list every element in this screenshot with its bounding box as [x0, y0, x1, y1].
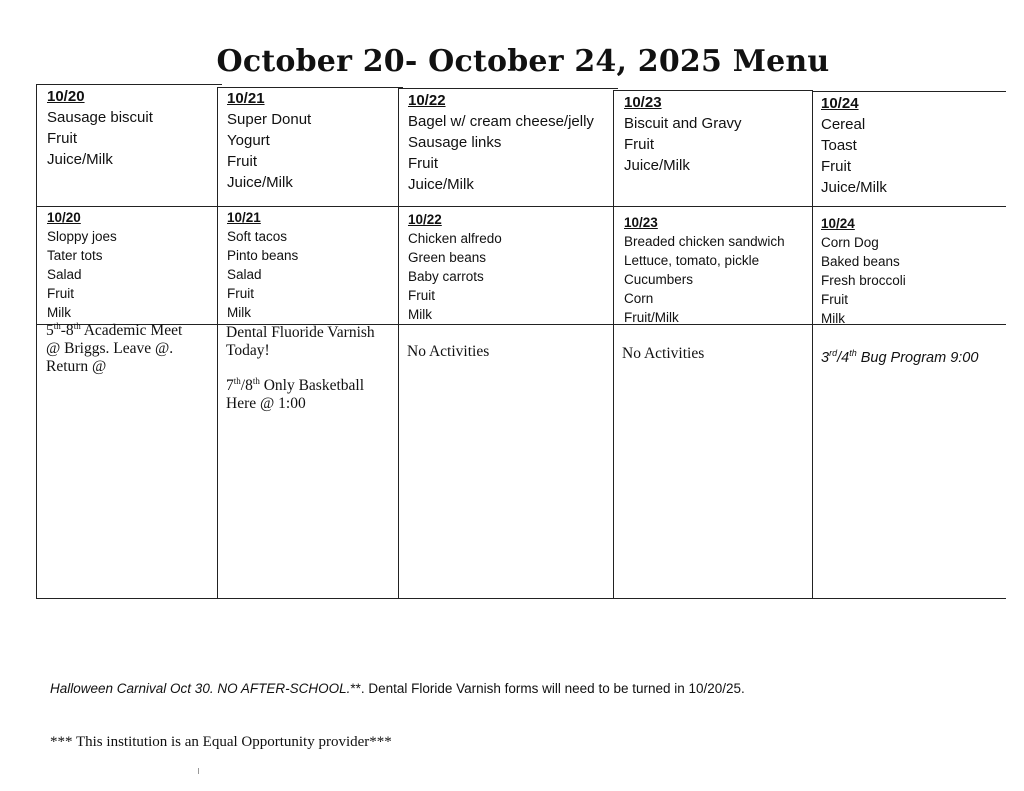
breakfast-item: Fruit [408, 155, 438, 172]
equal-opportunity-statement: *** This institution is an Equal Opportunity provider*** [50, 734, 392, 750]
activity-superscript: rd [829, 348, 838, 359]
column-divider-3 [613, 90, 614, 599]
breakfast-item: Sausage links [408, 134, 502, 151]
activity-text: /4 [837, 350, 850, 366]
breakfast-item: Biscuit and Gravy [624, 115, 742, 132]
lunch-item: Salad [47, 267, 82, 282]
footer-note [50, 681, 745, 696]
lunch-item: Fresh broccoli [821, 273, 906, 288]
activity-line: No Activities [622, 345, 705, 362]
table-top-border-4 [613, 90, 813, 91]
lunch-item: Sloppy joes [47, 229, 117, 244]
lunch-item: Chicken alfredo [408, 231, 502, 246]
lunch-item: Corn [624, 291, 654, 306]
lunch-item: Milk [408, 307, 432, 322]
activity-text: 3 [821, 350, 830, 366]
lunch-cell-1022 [408, 210, 502, 324]
table-left-border [36, 84, 37, 599]
activity-text: Only Basketball [259, 377, 365, 394]
column-divider-2 [398, 88, 399, 599]
breakfast-cell-1020 [47, 86, 153, 170]
menu-table [36, 84, 1024, 604]
row-divider-breakfast [36, 206, 1006, 207]
breakfast-item: Bagel w/ cream cheese/jelly [408, 113, 594, 130]
activity-line [46, 322, 182, 340]
activity-text: Academic Meet [80, 322, 183, 339]
lunch-item: Soft tacos [227, 229, 288, 244]
breakfast-item: Juice/Milk [821, 179, 887, 196]
lunch-item: Lettuce, tomato, pickle [624, 253, 760, 268]
activity-line: Here @ 1:00 [226, 395, 306, 412]
activity-line [821, 349, 978, 367]
breakfast-item: Sausage biscuit [47, 109, 153, 126]
activity-line: No Activities [407, 343, 490, 360]
lunch-item: Pinto beans [227, 248, 299, 263]
breakfast-item: Yogurt [227, 132, 270, 149]
activity-superscript: th [73, 320, 81, 331]
breakfast-item: Juice/Milk [227, 174, 293, 191]
activity-cell-1023 [622, 345, 704, 363]
activity-text: /8 [240, 377, 253, 394]
breakfast-item: Juice/Milk [624, 157, 690, 174]
activity-line: Return @ [46, 358, 107, 375]
lunch-item: Salad [227, 267, 262, 282]
lunch-item: Milk [821, 311, 845, 326]
breakfast-date: 10/22 [408, 92, 446, 109]
lunch-date: 10/23 [624, 215, 658, 230]
activity-text: -8 [60, 322, 74, 339]
breakfast-item: Fruit [624, 136, 654, 153]
activity-superscript: th [53, 320, 61, 331]
footer-note-rest: **. Dental Floride Varnish forms will need to be turned in 10/20/25. [350, 681, 745, 696]
lunch-item: Fruit [227, 286, 254, 301]
lunch-item: Green beans [408, 250, 487, 265]
table-top-border-3 [398, 88, 618, 89]
lunch-cell-1020 [47, 208, 117, 322]
lunch-item: Fruit [821, 292, 848, 307]
lunch-cell-1023 [624, 213, 785, 327]
table-top-border-5 [812, 91, 1006, 92]
breakfast-date: 10/23 [624, 94, 662, 111]
column-divider-4 [812, 91, 813, 599]
lunch-date: 10/21 [227, 210, 261, 225]
page-title: October 20- October 24, 2025 Menu [216, 44, 830, 79]
breakfast-item: Cereal [821, 116, 866, 133]
breakfast-item: Juice/Milk [408, 176, 474, 193]
activity-superscript: th [233, 375, 241, 386]
lunch-cell-1024 [821, 214, 906, 328]
activity-superscript: th [849, 348, 857, 359]
breakfast-item: Fruit [47, 130, 77, 147]
breakfast-cell-1023 [624, 92, 742, 176]
lunch-date: 10/22 [408, 212, 442, 227]
column-divider-1 [217, 87, 218, 599]
activity-cell-1024 [821, 349, 978, 367]
activity-cell-1021 [226, 324, 375, 413]
lunch-item: Baked beans [821, 254, 900, 269]
breakfast-date: 10/24 [821, 95, 859, 112]
activity-cell-1022 [407, 343, 489, 361]
table-bottom-border [36, 598, 1006, 599]
lunch-item: Fruit [47, 286, 74, 301]
table-top-border [36, 84, 222, 85]
lunch-item: Corn Dog [821, 235, 879, 250]
activity-cell-1020 [46, 322, 182, 376]
lunch-item: Baby carrots [408, 269, 484, 284]
breakfast-item: Juice/Milk [47, 151, 113, 168]
lunch-item: Tater tots [47, 248, 103, 263]
lunch-item: Cucumbers [624, 272, 694, 287]
scan-mark [198, 768, 199, 774]
breakfast-item: Super Donut [227, 111, 312, 128]
activity-text: 5 [46, 322, 54, 339]
lunch-item: Breaded chicken sandwich [624, 234, 785, 249]
lunch-cell-1021 [227, 208, 298, 322]
breakfast-item: Fruit [227, 153, 257, 170]
activity-text: Bug Program 9:00 [856, 350, 979, 366]
breakfast-cell-1022 [408, 90, 594, 195]
activity-line: Today! [226, 342, 270, 359]
lunch-item: Fruit/Milk [624, 310, 679, 325]
breakfast-cell-1021 [227, 88, 311, 193]
activity-superscript: th [252, 375, 260, 386]
activity-text: 7 [226, 377, 234, 394]
breakfast-item: Toast [821, 137, 857, 154]
lunch-item: Milk [47, 305, 71, 320]
activity-line [226, 377, 375, 395]
activity-line: @ Briggs. Leave @. [46, 340, 174, 357]
breakfast-date: 10/20 [47, 88, 85, 105]
breakfast-date: 10/21 [227, 90, 265, 107]
footer-note-italic: Halloween Carnival Oct 30. NO AFTER-SCHOOL. [50, 681, 351, 696]
lunch-date: 10/20 [47, 210, 81, 225]
lunch-date: 10/24 [821, 216, 855, 231]
activity-spacer [226, 360, 375, 377]
breakfast-item: Fruit [821, 158, 851, 175]
lunch-item: Fruit [408, 288, 435, 303]
breakfast-cell-1024 [821, 93, 887, 198]
activity-line: Dental Fluoride Varnish [226, 324, 375, 341]
lunch-item: Milk [227, 305, 251, 320]
